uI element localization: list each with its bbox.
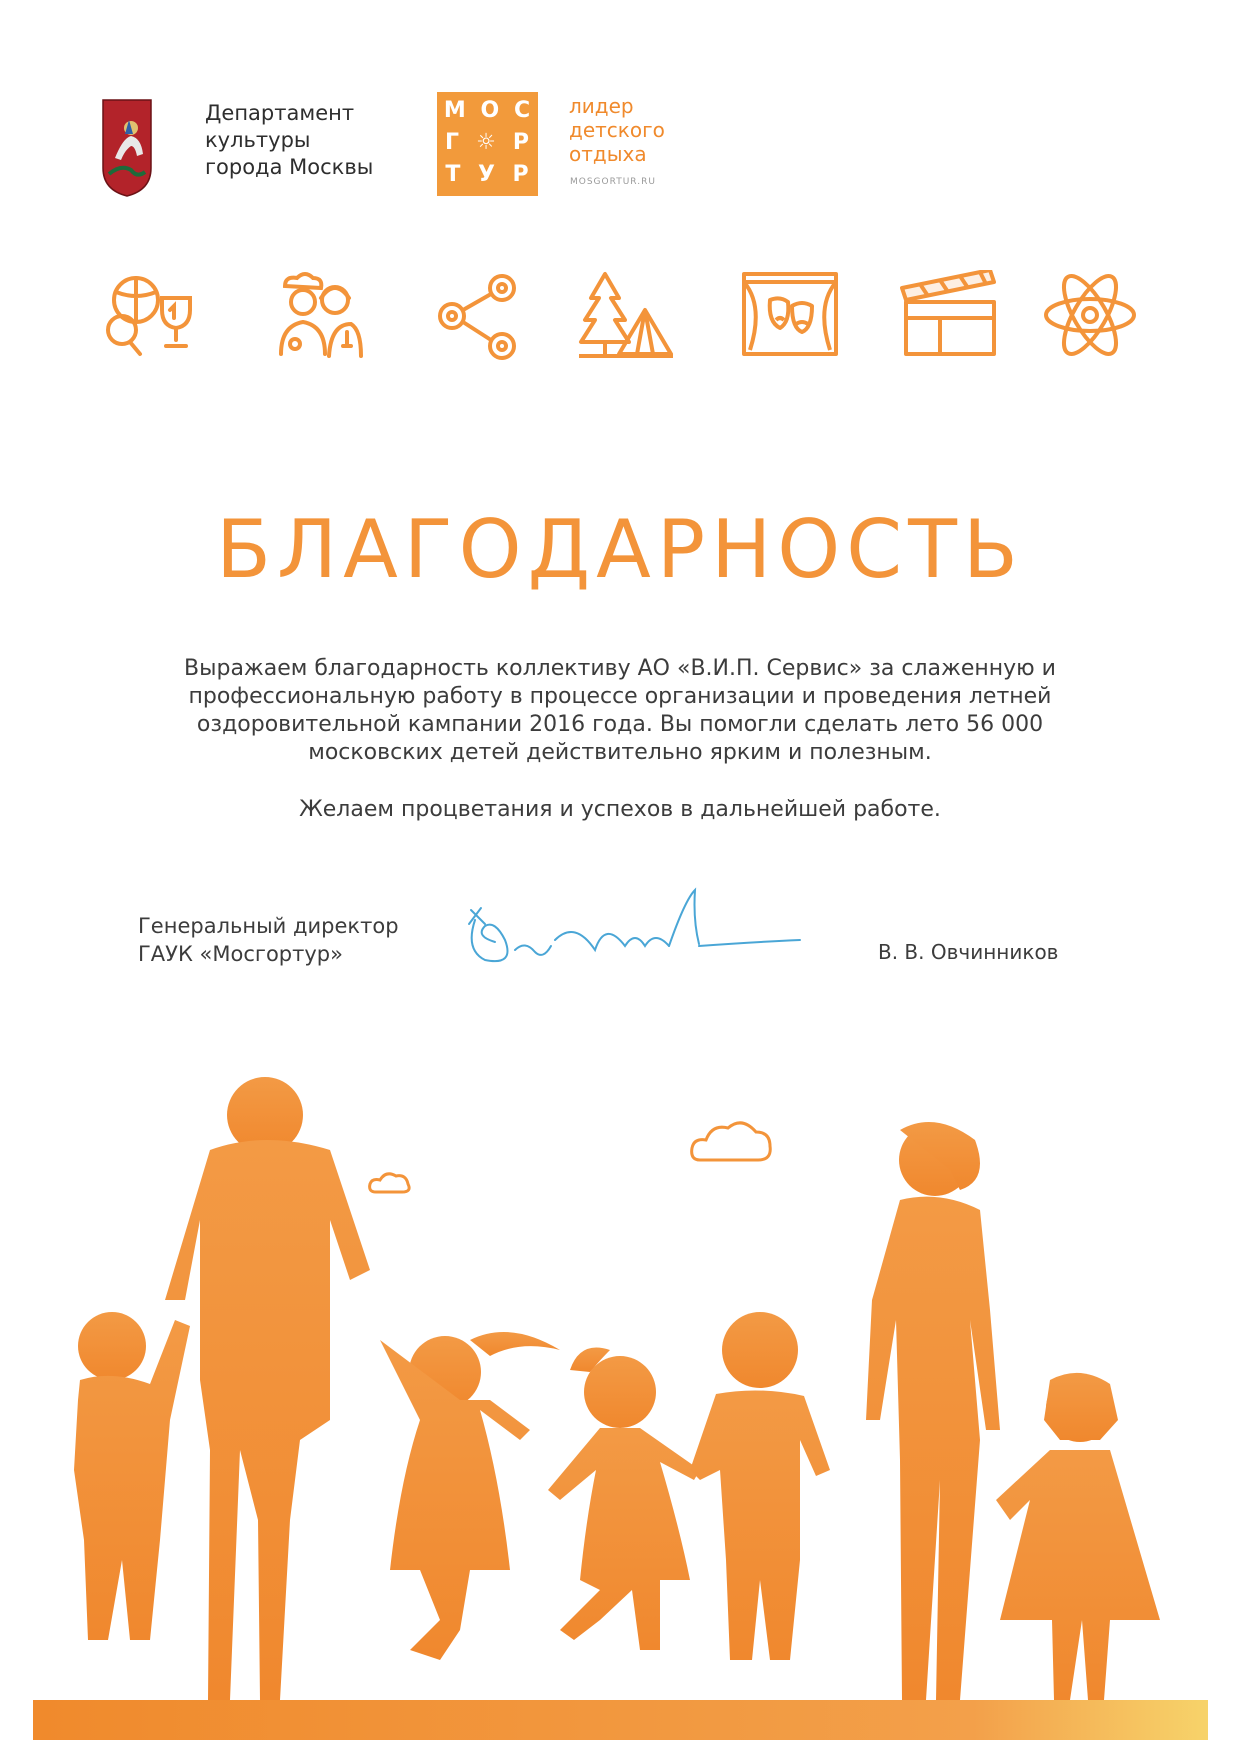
signatory-position: Генеральный директор ГАУК «Мосгортур»: [138, 914, 399, 966]
girl-silhouette: [380, 1332, 560, 1660]
ground-strip: [33, 1700, 1208, 1740]
handwritten-signature: [455, 880, 805, 990]
man-silhouette: [165, 1077, 370, 1700]
clapperboard-icon: [900, 270, 1000, 360]
family-silhouette-illustration: [0, 1050, 1240, 1753]
mosgortur-logo: М О С Г ☼ Р Т У Р: [437, 92, 538, 196]
girl-silhouette: [996, 1373, 1160, 1700]
page-title: БЛАГОДАРНОСТЬ: [216, 503, 1024, 596]
cloud-icon: [370, 1174, 410, 1192]
sun-icon: ☼: [476, 130, 497, 155]
sports-trophy-icon: [100, 270, 200, 360]
cloud-icon: [692, 1123, 771, 1160]
mosgortur-url: MOSGORTUR.RU: [570, 177, 656, 187]
girl-silhouette: [548, 1348, 700, 1651]
share-icon: [430, 270, 530, 360]
atom-icon: [1040, 270, 1140, 360]
wish-text: Желаем процветания и успехов в дальнейшей работе.: [299, 797, 941, 822]
boy-silhouette: [690, 1312, 830, 1660]
boy-silhouette: [74, 1312, 190, 1640]
professions-icon: [265, 270, 365, 360]
theatre-masks-icon: [740, 270, 840, 360]
moscow-coat-of-arms-icon: [101, 98, 153, 198]
woman-silhouette: [866, 1122, 1000, 1700]
gratitude-text: Выражаем благодарность коллективу АО «В.И.П. Сервис» за слаженную и профессиональную работу в процессе организации и проведения летней оздоровительной кампании 2016 года. Вы помогли сделать лето 56 000 московских детей действительно ярким и полезным.: [184, 656, 1056, 765]
mosgortur-slogan: лидер детского отдыха: [569, 94, 665, 166]
camp-tent-icon: [575, 270, 675, 360]
department-name: Департамент культуры города Москвы: [205, 101, 374, 179]
signatory-name: В. В. Овчинников: [878, 940, 1059, 964]
